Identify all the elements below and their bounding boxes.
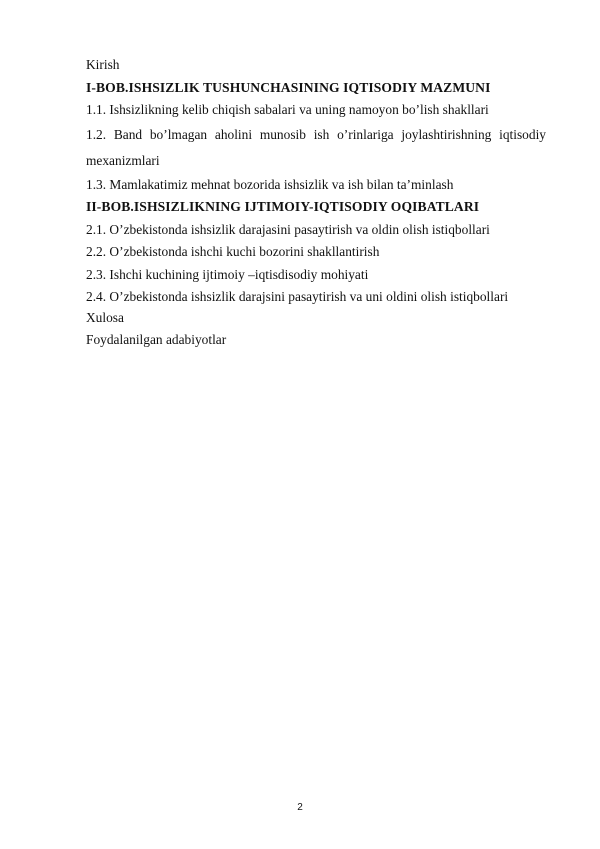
toc-chapter-1-title: I-BOB.ISHSIZLIK TUSHUNCHASINING IQTISODIY MAZMUNI <box>86 79 491 95</box>
toc-item-1-1: 1.1. Ishsizlikning kelib chiqish sabalari va uning namoyon bo’lish shakllari <box>86 102 489 117</box>
toc-references: Foydalanilgan adabiyotlar <box>86 332 227 347</box>
toc-intro: Kirish <box>86 57 120 72</box>
toc-item-2-2: 2.2. O’zbekistonda ishchi kuchi bozorini shakllantirish <box>86 244 380 259</box>
table-of-contents <box>86 54 546 352</box>
toc-item-2-4: 2.4. O’zbekistonda ishsizlik darajsini pasaytirish va uni oldini olish istiqbollari <box>86 289 509 304</box>
toc-conclusion: Xulosa <box>86 309 124 325</box>
toc-item-1-2: 1.2. Band bo’lmagan aholini munosib ish o’rinlariga joylashtirishning iqtisodiy mexanizmlari <box>86 126 546 168</box>
toc-item-2-3: 2.3. Ishchi kuchining ijtimoiy –iqtisdisodiy mohiyati <box>86 266 369 282</box>
page-number: 2 <box>297 802 303 813</box>
toc-chapter-2-title: II-BOB.ISHSIZLIKNING IJTIMOIY-IQTISODIY OQIBATLARI <box>86 199 480 214</box>
toc-item-2-1: 2.1. O’zbekistonda ishsizlik darajasini pasaytirish va oldin olish istiqbollari <box>86 221 490 237</box>
toc-item-1-3: 1.3. Mamlakatimiz mehnat bozorida ishsizlik va ish bilan ta’minlash <box>86 176 454 192</box>
